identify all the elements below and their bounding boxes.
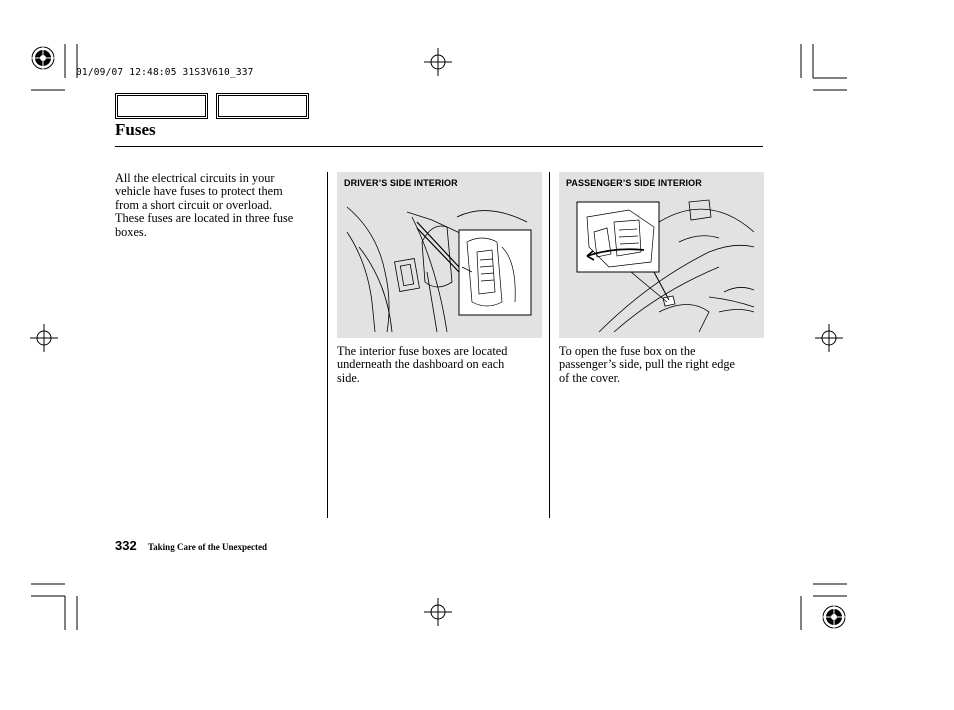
driver-side-caption: DRIVER’S SIDE INTERIOR bbox=[344, 178, 458, 188]
passenger-side-figure bbox=[559, 172, 764, 338]
registration-cross-left bbox=[30, 324, 58, 352]
header-tab-box-1 bbox=[115, 93, 208, 119]
registration-target-bottom-right bbox=[820, 603, 848, 631]
registration-cross-bottom bbox=[424, 598, 452, 626]
title-divider bbox=[115, 146, 763, 147]
print-timestamp: 01/09/07 12:48:05 31S3V610_337 bbox=[76, 67, 254, 78]
page-number: 332 bbox=[115, 538, 137, 553]
passenger-side-description: To open the fuse box on the passenger’s side, pull the right edge of the cover. bbox=[559, 344, 735, 385]
passenger-side-illustration bbox=[559, 172, 764, 338]
driver-side-figure bbox=[337, 172, 542, 338]
column-divider-2 bbox=[549, 172, 550, 518]
passenger-side-caption: PASSENGER’S SIDE INTERIOR bbox=[566, 178, 702, 188]
intro-paragraph: All the electrical circuits in your vehicle have fuses to protect them from a short circuit or overload. These fuses are located in three fuse boxes. bbox=[115, 171, 294, 239]
registration-target-top-left bbox=[29, 44, 57, 72]
page-title: Fuses bbox=[115, 120, 156, 139]
column-divider-1 bbox=[327, 172, 328, 518]
header-tab-box-2 bbox=[216, 93, 309, 119]
driver-side-description: The interior fuse boxes are located underneath the dashboard on each side. bbox=[337, 344, 508, 385]
registration-cross-top bbox=[424, 48, 452, 76]
registration-cross-right bbox=[815, 324, 843, 352]
driver-side-illustration bbox=[337, 172, 542, 338]
section-name: Taking Care of the Unexpected bbox=[148, 542, 267, 552]
